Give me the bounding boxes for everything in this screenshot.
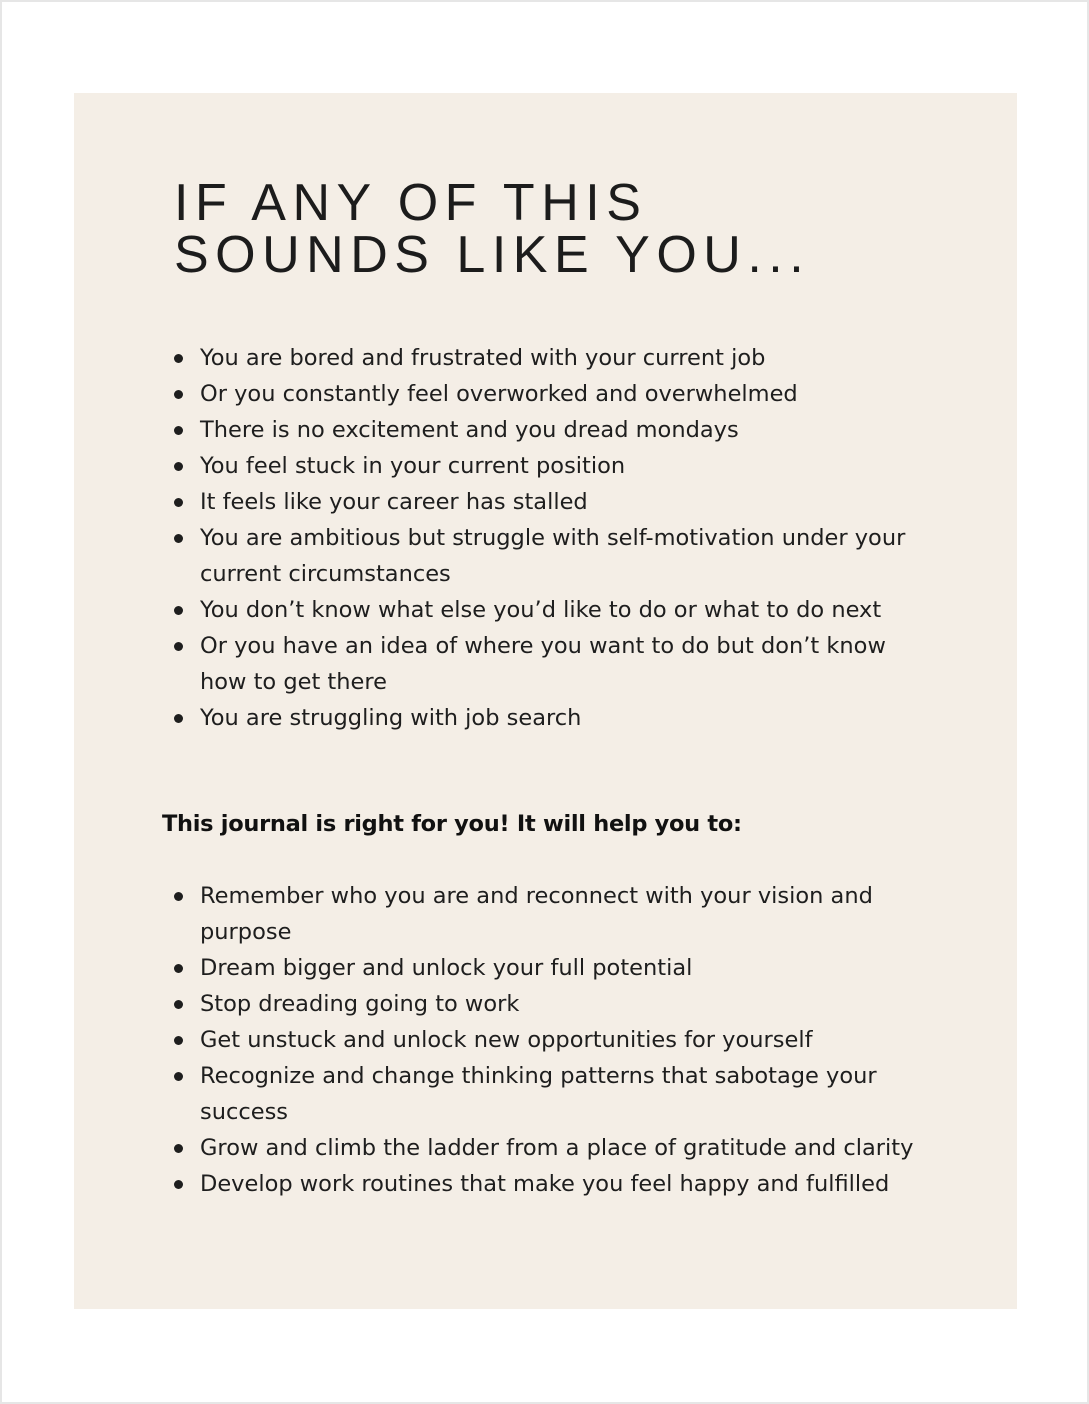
- bullet-icon: [174, 1000, 183, 1009]
- list-item: [162, 484, 922, 520]
- bullet-icon: [174, 642, 183, 651]
- pain-points-list: [162, 340, 922, 736]
- list-item: [162, 950, 922, 986]
- list-item-text: Stop dreading going to work: [200, 991, 520, 1017]
- bullet-icon: [174, 426, 183, 435]
- list-item-text: Or you have an idea of where you want to do but don’t know how to get there: [200, 633, 886, 695]
- list-item-text: You are struggling with job search: [200, 705, 582, 731]
- bullet-icon: [174, 354, 183, 363]
- list-item: [162, 448, 922, 484]
- bullet-icon: [174, 892, 183, 901]
- benefits-list: [162, 878, 922, 1202]
- bullet-icon: [174, 606, 183, 615]
- list-item: [162, 1058, 922, 1130]
- bullet-icon: [174, 1180, 183, 1189]
- list-item-text: Remember who you are and reconnect with your vision and purpose: [200, 883, 873, 945]
- page-heading: [174, 174, 811, 284]
- list-item-text: Or you constantly feel overworked and overwhelmed: [200, 381, 798, 407]
- list-item: [162, 628, 922, 700]
- bullet-icon: [174, 1036, 183, 1045]
- list-item: [162, 1022, 922, 1058]
- bullet-icon: [174, 390, 183, 399]
- bullet-icon: [174, 498, 183, 507]
- list-item: [162, 1166, 922, 1202]
- list-item: [162, 520, 922, 592]
- bullet-icon: [174, 534, 183, 543]
- list-item: [162, 1130, 922, 1166]
- heading-line-2: SOUNDS LIKE YOU...: [174, 226, 811, 284]
- bullet-icon: [174, 1072, 183, 1081]
- list-item-text: Develop work routines that make you feel happy and fulfilled: [200, 1171, 890, 1197]
- benefits-heading: This journal is right for you! It will help you to:: [162, 811, 742, 837]
- list-item: [162, 700, 922, 736]
- list-item-text: You feel stuck in your current position: [200, 453, 626, 479]
- list-item-text: Get unstuck and unlock new opportunities for yourself: [200, 1027, 813, 1053]
- list-item-text: There is no excitement and you dread mondays: [200, 417, 739, 443]
- heading-line-1: IF ANY OF THIS: [174, 174, 648, 232]
- list-item: [162, 592, 922, 628]
- list-item: [162, 412, 922, 448]
- list-item-text: Recognize and change thinking patterns that sabotage your success: [200, 1063, 877, 1125]
- list-item: [162, 986, 922, 1022]
- list-item: [162, 340, 922, 376]
- list-item: [162, 376, 922, 412]
- list-item-text: You are bored and frustrated with your current job: [200, 345, 766, 371]
- list-item: [162, 878, 922, 950]
- list-item-text: You are ambitious but struggle with self-motivation under your current circumstances: [200, 525, 906, 587]
- list-item-text: Dream bigger and unlock your full potential: [200, 955, 693, 981]
- list-item-text: Grow and climb the ladder from a place of gratitude and clarity: [200, 1135, 914, 1161]
- bullet-icon: [174, 964, 183, 973]
- bullet-icon: [174, 714, 183, 723]
- list-item-text: You don’t know what else you’d like to do or what to do next: [200, 597, 882, 623]
- list-item-text: It feels like your career has stalled: [200, 489, 588, 515]
- bullet-icon: [174, 462, 183, 471]
- bullet-icon: [174, 1144, 183, 1153]
